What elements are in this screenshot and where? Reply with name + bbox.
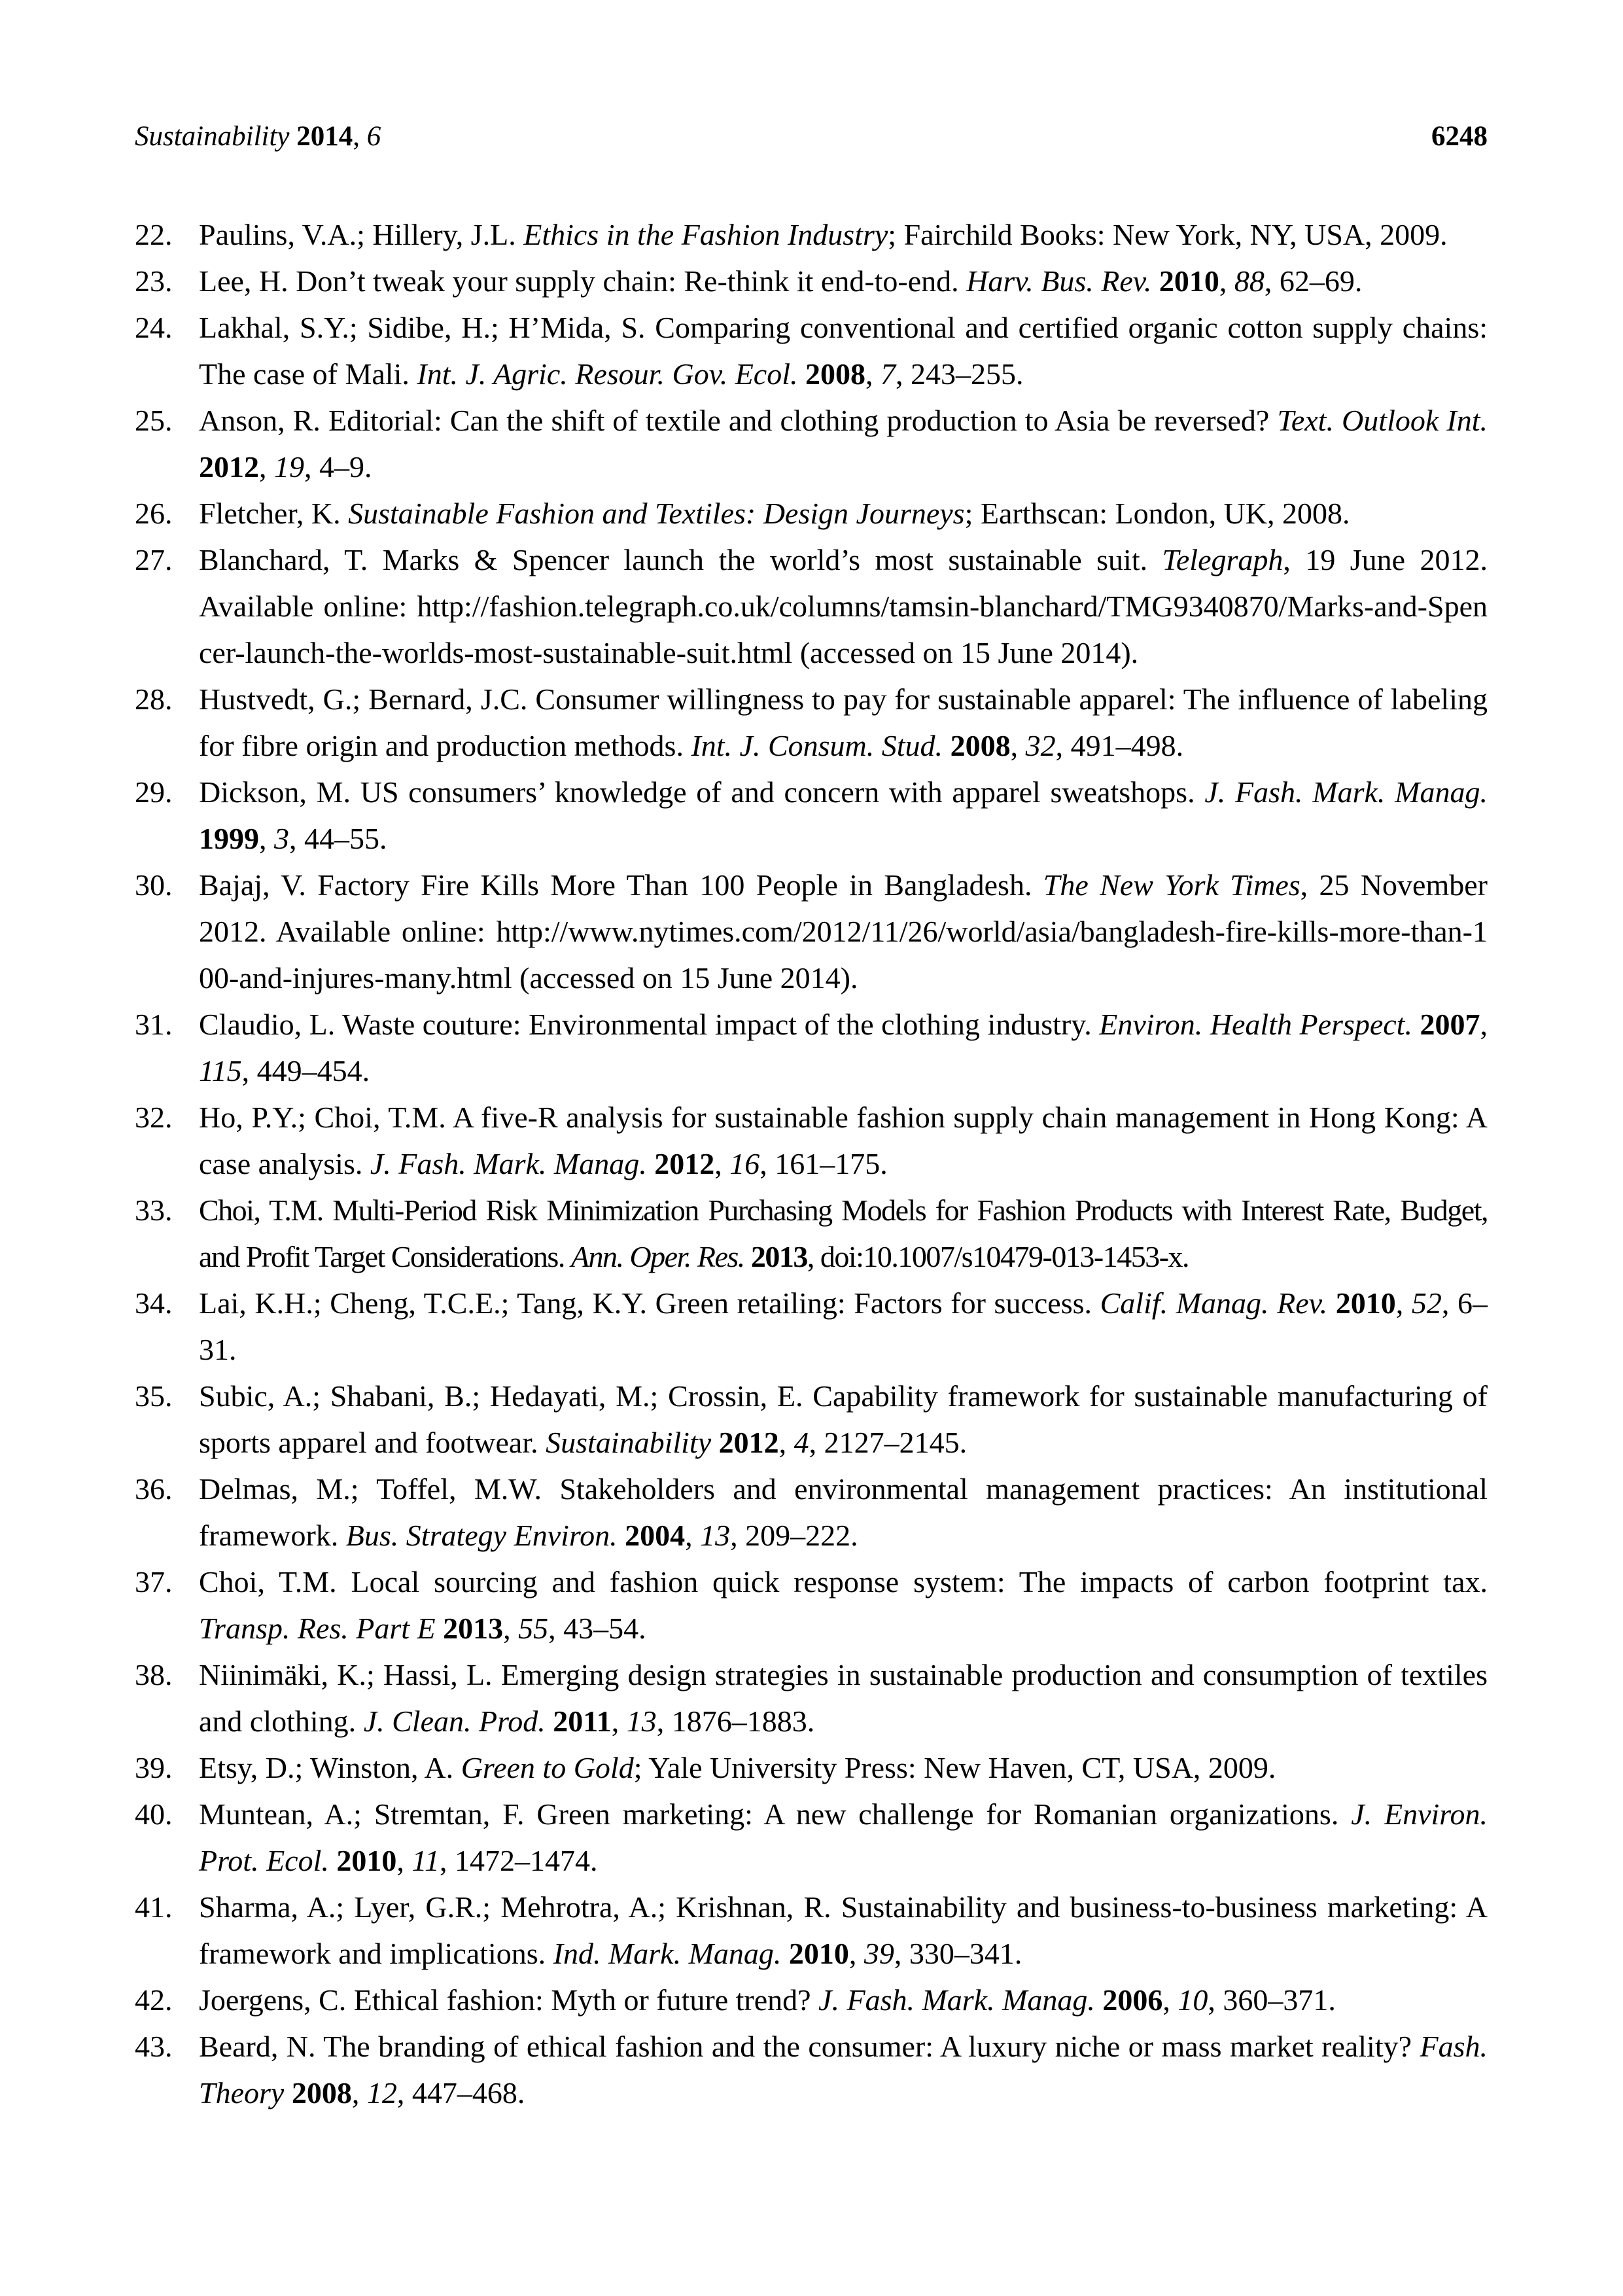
reference-text: [199, 537, 1488, 676]
reference-number: 29.: [135, 775, 173, 809]
reference-item: [135, 1977, 1488, 2023]
reference-segment: Sharma, A.; Lyer, G.R.; Mehrotra, A.; Krishnan, R. Sustainability and business-to-business marketing: A framework and implications.: [199, 1890, 1488, 1970]
reference-segment: , 2127–2145.: [809, 1426, 968, 1459]
reference-item: [135, 676, 1488, 769]
reference-segment: , 1472–1474.: [439, 1844, 598, 1877]
reference-italic: 4: [794, 1426, 809, 1459]
reference-segment: , 44–55.: [289, 822, 387, 855]
reference-italic: Harv. Bus. Rev.: [966, 264, 1152, 298]
reference-url: http://fashion.telegraph.co.uk/columns/tamsin-blanchard/TMG9340870/Marks-and-Spencer-launch-the-worlds-most-sustainable-suit.html: [199, 590, 1488, 669]
reference-item: [135, 1187, 1488, 1280]
reference-bold: 2010: [1159, 264, 1219, 298]
journal-citation: Sustainability 2014, 6: [135, 121, 381, 152]
reference-segment: [1327, 1286, 1336, 1320]
reference-segment: , 43–54.: [548, 1612, 646, 1645]
reference-text: [199, 1001, 1488, 1094]
journal-name: Sustainability: [135, 121, 290, 152]
reference-segment: Joergens, C. Ethical fashion: Myth or future trend?: [199, 1983, 819, 2017]
reference-text: [199, 304, 1488, 397]
page-number: 6248: [1431, 121, 1488, 152]
reference-segment: [329, 1844, 337, 1877]
reference-segment: ,: [714, 1147, 730, 1180]
reference-segment: Niinimäki, K.; Hassi, L. Emerging design strategies in sustainable production and consumption of textiles and clothing.: [199, 1658, 1488, 1738]
reference-item: [135, 769, 1488, 862]
reference-segment: ; Yale University Press: New Haven, CT, USA, 2009.: [633, 1751, 1276, 1784]
reference-number: 25.: [135, 404, 173, 437]
reference-segment: Anson, R. Editorial: Can the shift of textile and clothing production to Asia be reversed?: [199, 404, 1278, 437]
reference-segment: , 330–341.: [894, 1937, 1022, 1970]
reference-italic: The New York Times: [1043, 868, 1300, 902]
reference-italic: 12: [366, 2076, 397, 2110]
reference-item: [135, 1373, 1488, 1466]
reference-italic: Sustainable Fashion and Textiles: Design Journeys: [348, 497, 965, 530]
reference-text: [199, 676, 1488, 769]
reference-bold: 2011: [553, 1704, 612, 1738]
reference-segment: Lai, K.H.; Cheng, T.C.E.; Tang, K.Y. Green retailing: Factors for success.: [199, 1286, 1100, 1320]
reference-segment: Claudio, L. Waste couture: Environmental impact of the clothing industry.: [199, 1008, 1100, 1041]
reference-number: 22.: [135, 218, 173, 251]
reference-text: [199, 1466, 1488, 1559]
reference-text: [199, 397, 1488, 490]
reference-segment: , 25 November 2012. Available online:: [199, 868, 1488, 948]
reference-segment: (accessed on 15 June 2014).: [792, 636, 1139, 669]
reference-item: [135, 1791, 1488, 1884]
reference-list: [135, 211, 1488, 2116]
reference-item: [135, 2023, 1488, 2116]
reference-segment: ,: [1010, 729, 1026, 762]
reference-italic: Ind. Mark. Manag.: [553, 1937, 782, 1970]
reference-number: 28.: [135, 682, 173, 716]
reference-text: [199, 258, 1488, 304]
reference-segment: ,: [1162, 1983, 1178, 2017]
reference-segment: Lakhal, S.Y.; Sidibe, H.; H’Mida, S. Comparing conventional and certified organic cotton supply chains: The case of Mali.: [199, 311, 1488, 391]
reference-bold: 1999: [199, 822, 259, 855]
reference-number: 40.: [135, 1797, 173, 1831]
reference-number: 32.: [135, 1101, 173, 1134]
reference-italic: 7: [881, 357, 896, 391]
reference-segment: Fletcher, K.: [199, 497, 349, 530]
reference-italic: J. Environ. Prot. Ecol.: [199, 1797, 1488, 1877]
reference-item: [135, 1280, 1488, 1373]
reference-bold: 2012: [199, 450, 259, 484]
reference-segment: [436, 1612, 444, 1645]
reference-text: [199, 1884, 1488, 1977]
reference-number: 23.: [135, 264, 173, 298]
reference-number: 35.: [135, 1379, 173, 1413]
reference-segment: [546, 1704, 553, 1738]
reference-item: [135, 304, 1488, 397]
reference-number: 39.: [135, 1751, 173, 1784]
reference-text: [199, 1791, 1488, 1884]
reference-text: [199, 1280, 1488, 1373]
reference-bold: 2004: [625, 1519, 686, 1552]
reference-item: [135, 211, 1488, 258]
reference-url: http://www.nytimes.com/2012/11/26/world/asia/bangladesh-fire-kills-more-than-100-and-injures-many.html: [199, 915, 1488, 995]
reference-segment: ,: [611, 1704, 627, 1738]
reference-italic: 19: [274, 450, 304, 484]
reference-segment: Choi, T.M. Multi-Period Risk Minimization Purchasing Models for Fashion Products with Interest Rate, Budget, and Profit Target Considerations.: [199, 1193, 1488, 1273]
reference-italic: Int. J. Consum. Stud.: [691, 729, 943, 762]
reference-segment: , 360–371.: [1208, 1983, 1336, 2017]
reference-segment: ,: [1395, 1286, 1412, 1320]
reference-segment: , 62–69.: [1264, 264, 1363, 298]
reference-italic: Text. Outlook Int.: [1277, 404, 1488, 437]
reference-segment: , 447–468.: [396, 2076, 525, 2110]
reference-item: [135, 1559, 1488, 1651]
reference-bold: 2008: [950, 729, 1011, 762]
reference-italic: 39: [864, 1937, 894, 1970]
reference-segment: (accessed on 15 June 2014).: [512, 961, 858, 995]
reference-segment: Etsy, D.; Winston, A.: [199, 1751, 461, 1784]
reference-italic: Fash. Theory: [199, 2030, 1488, 2110]
reference-italic: Telegraph: [1162, 543, 1283, 576]
reference-text: [199, 2023, 1488, 2116]
reference-bold: 2008: [805, 357, 865, 391]
reference-italic: 52: [1411, 1286, 1442, 1320]
reference-segment: ; Fairchild Books: New York, NY, USA, 2009.: [888, 218, 1448, 251]
reference-segment: , 491–498.: [1055, 729, 1184, 762]
reference-italic: 13: [700, 1519, 731, 1552]
reference-item: [135, 537, 1488, 676]
reference-italic: 32: [1025, 729, 1056, 762]
reference-bold: 2007: [1420, 1008, 1480, 1041]
reference-italic: Calif. Manag. Rev.: [1100, 1286, 1328, 1320]
reference-number: 31.: [135, 1008, 173, 1041]
reference-item: [135, 1651, 1488, 1744]
reference-segment: Subic, A.; Shabani, B.; Hedayati, M.; Crossin, E. Capability framework for sustainable manufacturing of sports apparel and footwear.: [199, 1379, 1488, 1459]
reference-segment: [744, 1240, 751, 1273]
reference-italic: Ann. Oper. Res.: [570, 1240, 744, 1273]
reference-bold: 2010: [788, 1937, 849, 1970]
reference-item: [135, 1884, 1488, 1977]
reference-segment: Choi, T.M. Local sourcing and fashion quick response system: The impacts of carbon footprint tax.: [199, 1565, 1488, 1598]
reference-italic: J. Fash. Mark. Manag.: [818, 1983, 1095, 2017]
reference-number: 33.: [135, 1193, 173, 1227]
reference-segment: Blanchard, T. Marks & Spencer launch the world’s most sustainable suit.: [199, 543, 1162, 576]
reference-italic: Ethics in the Fashion Industry: [523, 218, 888, 251]
reference-bold: 2012: [654, 1147, 715, 1180]
reference-number: 26.: [135, 497, 173, 530]
reference-bold: 2010: [1335, 1286, 1396, 1320]
reference-segment: [1151, 264, 1159, 298]
reference-segment: , 449–454.: [241, 1054, 370, 1087]
reference-segment: [647, 1147, 655, 1180]
journal-volume: 6: [366, 121, 381, 152]
reference-segment: Muntean, A.; Stremtan, F. Green marketing: A new challenge for Romanian organizations.: [199, 1797, 1352, 1831]
reference-segment: Delmas, M.; Toffel, M.W. Stakeholders and environmental management practices: An institutional framework.: [199, 1472, 1488, 1552]
reference-segment: ,: [259, 450, 274, 484]
reference-segment: ,: [1480, 1008, 1488, 1041]
reference-number: 37.: [135, 1565, 173, 1598]
reference-italic: 16: [729, 1147, 760, 1180]
reference-number: 24.: [135, 311, 173, 344]
reference-text: [199, 211, 1488, 258]
reference-segment: ,: [685, 1519, 701, 1552]
reference-number: 38.: [135, 1658, 173, 1691]
reference-segment: ,: [396, 1844, 412, 1877]
reference-segment: Bajaj, V. Factory Fire Kills More Than 100 People in Bangladesh.: [199, 868, 1043, 902]
reference-segment: , 19 June 2012. Available online:: [199, 543, 1488, 623]
reference-segment: [711, 1426, 719, 1459]
reference-segment: ,: [865, 357, 881, 391]
reference-item: [135, 862, 1488, 1001]
reference-text: [199, 1744, 1488, 1791]
reference-segment: [798, 357, 806, 391]
reference-italic: 55: [518, 1612, 549, 1645]
reference-italic: 10: [1178, 1983, 1208, 2017]
reference-italic: Int. J. Agric. Resour. Gov. Ecol.: [417, 357, 798, 391]
journal-year: 2014: [296, 121, 353, 152]
reference-italic: Environ. Health Perspect.: [1099, 1008, 1412, 1041]
reference-bold: 2010: [336, 1844, 397, 1877]
reference-italic: J. Fash. Mark. Manag.: [370, 1147, 647, 1180]
reference-segment: [781, 1937, 789, 1970]
reference-text: [199, 1373, 1488, 1466]
reference-text: [199, 769, 1488, 862]
reference-segment: , 1876–1883.: [656, 1704, 815, 1738]
reference-item: [135, 397, 1488, 490]
reference-text: [199, 1094, 1488, 1187]
reference-segment: ; Earthscan: London, UK, 2008.: [964, 497, 1350, 530]
reference-segment: [1095, 1983, 1103, 2017]
reference-segment: ,: [351, 2076, 367, 2110]
reference-bold: 2012: [718, 1426, 779, 1459]
reference-segment: [618, 1519, 625, 1552]
reference-segment: ,: [1219, 264, 1234, 298]
reference-item: [135, 1094, 1488, 1187]
reference-segment: , 6–31.: [199, 1286, 1488, 1366]
reference-number: 34.: [135, 1286, 173, 1320]
reference-segment: ,: [848, 1937, 864, 1970]
reference-segment: , 209–222.: [730, 1519, 858, 1552]
reference-segment: Lee, H. Don’t tweak your supply chain: Re-think it end-to-end.: [199, 264, 967, 298]
reference-segment: [284, 2076, 292, 2110]
reference-italic: Green to Gold: [461, 1751, 634, 1784]
reference-text: [199, 1977, 1488, 2023]
reference-italic: J. Fash. Mark. Manag.: [1204, 775, 1488, 809]
reference-italic: Sustainability: [546, 1426, 712, 1459]
reference-text: [199, 1187, 1488, 1280]
reference-item: [135, 258, 1488, 304]
reference-segment: , 4–9.: [304, 450, 372, 484]
reference-bold: 2013: [750, 1240, 807, 1273]
reference-bold: 2008: [291, 2076, 352, 2110]
reference-italic: 88: [1234, 264, 1265, 298]
reference-segment: ,: [503, 1612, 519, 1645]
reference-italic: 13: [626, 1704, 657, 1738]
reference-italic: Bus. Strategy Environ.: [345, 1519, 618, 1552]
reference-segment: ,: [778, 1426, 794, 1459]
reference-italic: 115: [199, 1054, 242, 1087]
reference-italic: 11: [411, 1844, 440, 1877]
reference-segment: , 161–175.: [759, 1147, 888, 1180]
reference-number: 30.: [135, 868, 173, 902]
reference-number: 43.: [135, 2030, 173, 2063]
reference-item: [135, 490, 1488, 537]
reference-segment: , 243–255.: [896, 357, 1024, 391]
reference-segment: Beard, N. The branding of ethical fashion and the consumer: A luxury niche or mass market reality?: [199, 2030, 1420, 2063]
reference-italic: J. Clean. Prod.: [363, 1704, 546, 1738]
reference-segment: Paulins, V.A.; Hillery, J.L.: [199, 218, 524, 251]
reference-number: 42.: [135, 1983, 173, 2017]
reference-segment: ,: [259, 822, 274, 855]
reference-item: [135, 1466, 1488, 1559]
reference-text: [199, 490, 1488, 537]
reference-item: [135, 1744, 1488, 1791]
reference-text: [199, 1651, 1488, 1744]
reference-segment: [1412, 1008, 1420, 1041]
reference-text: [199, 862, 1488, 1001]
reference-number: 41.: [135, 1890, 173, 1924]
reference-segment: [943, 729, 951, 762]
reference-bold: 2006: [1102, 1983, 1163, 2017]
reference-italic: Transp. Res. Part E: [199, 1612, 436, 1645]
reference-segment: Hustvedt, G.; Bernard, J.C. Consumer willingness to pay for sustainable apparel: The influence of labeling for fibre origin and production methods.: [199, 682, 1488, 762]
reference-segment: , doi:10.1007/s10479-013-1453-x.: [807, 1240, 1189, 1273]
reference-number: 36.: [135, 1472, 173, 1506]
reference-segment: Dickson, M. US consumers’ knowledge of and concern with apparel sweatshops.: [199, 775, 1205, 809]
reference-item: [135, 1001, 1488, 1094]
reference-segment: Ho, P.Y.; Choi, T.M. A five-R analysis for sustainable fashion supply chain management in Hong Kong: A case analysis.: [199, 1101, 1488, 1180]
reference-number: 27.: [135, 543, 173, 576]
page-header: [135, 120, 1488, 173]
reference-text: [199, 1559, 1488, 1651]
reference-italic: 3: [274, 822, 289, 855]
reference-bold: 2013: [443, 1612, 504, 1645]
